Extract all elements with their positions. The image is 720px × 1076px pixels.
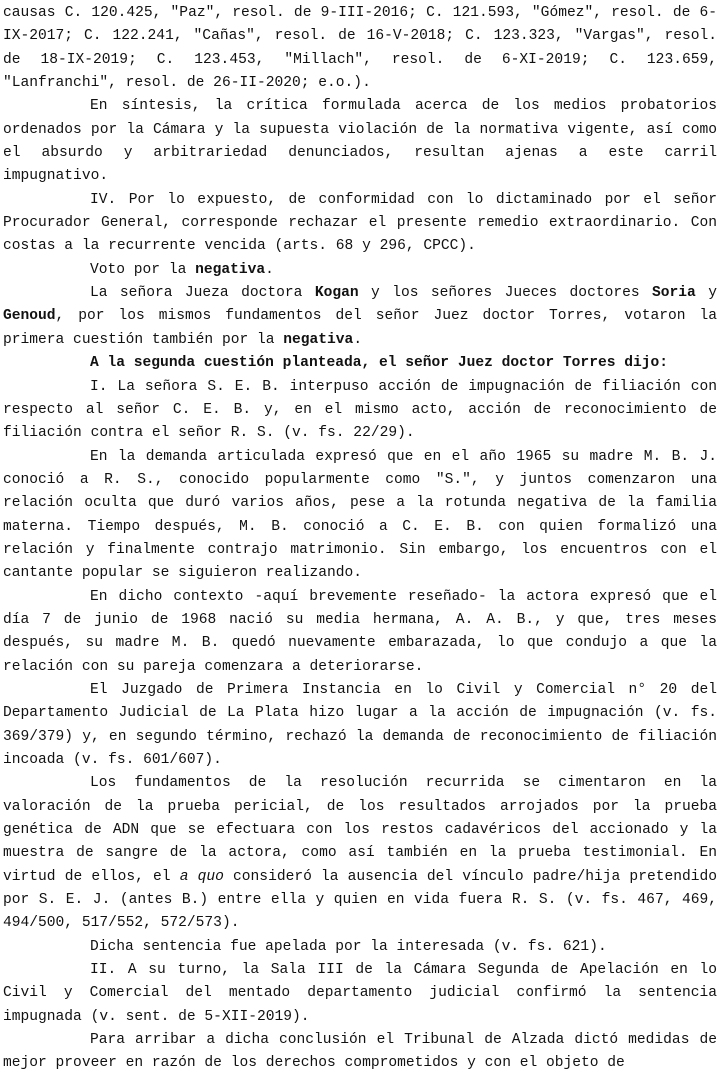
text-run: En dicho contexto -aquí brevemente reseñado- la actora expresó que el día 7 de junio de 1968 nació su media hermana, A. A. B., y que, tres meses después, su madre M. B. quedó nuevamente embarazada, lo que condujo a que la relación con su pareja comenzara a deteriorarse.: [3, 588, 717, 675]
text-run: IV. Por lo expuesto, de conformidad con lo dictaminado por el señor Procurador General, corresponde rechazar el presente remedio extraordinario. Con costas a la recurrente vencida (arts. 68 y 296, CPCC).: [3, 191, 717, 255]
bold-text: negativa: [283, 331, 354, 348]
text-run: y los señores Jueces doctores: [358, 285, 653, 302]
text-run: I. La señora S. E. B. interpuso acción de impugnación de filiación con respecto al señor C. E. B. y, en el mismo acto, acción de reconocimiento de filiación contra el señor R. S. (v. fs. 22/29).: [3, 378, 717, 442]
text-run: En síntesis, la crítica formulada acerca de los medios probatorios ordenados por la Cámara y la supuesta violación de la normativa vigente, así como el absurdo y arbitrariedad denunciados, resultan ajenas a este carril impugnativo.: [3, 98, 717, 185]
paragraph: [3, 936, 717, 959]
paragraph: [3, 679, 717, 772]
text-run: II. A su turno, la Sala III de la Cámara Segunda de Apelación en lo Civil y Comercial del mentado departamento judicial confirmó la sentencia impugnada (v. sent. de 5-XII-2019).: [3, 962, 717, 1025]
bold-text: Kogan: [314, 285, 359, 302]
paragraph: [3, 446, 717, 586]
text-run: En la demanda articulada expresó que en el año 1965 su madre M. B. J. conoció a R. S., conocido popularmente como "S.", y juntos comenzaron una relación oculta que duró varios años, pese a la rotunda negativa de la familia materna. Tiempo después, M. B. conoció a C. E. B. con quien formalizó una relación y finalmente contrajo matrimonio. Sin embargo, los encuentros con el cantante popular se siguieron realizando.: [3, 448, 717, 582]
bold-text: negativa: [195, 261, 266, 278]
document-body: [3, 2, 717, 1076]
paragraph: [3, 772, 717, 935]
paragraph: [3, 189, 717, 259]
text-run: La señora Jueza doctora: [90, 285, 315, 302]
paragraph: [3, 959, 717, 1029]
text-run: Para arribar a dicha conclusión el Tribunal de Alzada dictó medidas de mejor proveer en razón de los derechos comprometidos y con el objeto de: [3, 1032, 717, 1072]
bold-text: Soria: [652, 285, 696, 302]
text-run: Dicha sentencia fue apelada por la interesada (v. fs. 621).: [90, 938, 607, 955]
paragraph: [3, 2, 717, 95]
text-run: causas C. 120.425, "Paz", resol. de 9-III-2016; C. 121.593, "Gómez", resol. de 6-IX-2017; C. 122.241, "Cañas", resol. de 16-V-2018; C. 123.323, "Vargas", resol. de 18-IX-2019; C. 123.453, "Millach", resol. de 6-XI-2019; C. 123.659, "Lanfranchi", resol. de 26-II-2020; e.o.).: [3, 5, 717, 92]
paragraph: [3, 95, 717, 188]
italic-text: a quo: [179, 868, 224, 885]
text-run: Los fundamentos de la resolución recurrida se cimentaron en la valoración de la prueba pericial, de los resultados arrojados por la prueba genética de ADN que se efectuara con los restos cadavéricos del accionado y la muestra de sangre de la actora, como así también en la prueba testimonial. En virtud de ellos, el: [3, 775, 717, 885]
bold-text: Genoud: [3, 308, 56, 325]
paragraph: [3, 376, 717, 446]
text-run: , por los mismos fundamentos del señor Juez doctor Torres, votaron la primera cuestión también por la: [3, 308, 717, 348]
paragraph: [3, 1029, 717, 1076]
bold-text: A la segunda cuestión planteada, el señor Juez doctor Torres dijo:: [90, 355, 669, 372]
text-run: .: [265, 261, 274, 278]
text-run: y: [695, 285, 717, 302]
paragraph: [3, 259, 717, 282]
text-run: .: [353, 331, 363, 348]
paragraph: [3, 352, 717, 375]
text-run: El Juzgado de Primera Instancia en lo Civil y Comercial n° 20 del Departamento Judicial de La Plata hizo lugar a la acción de impugnación (v. fs. 369/379) y, en segundo término, rechazó la demanda de reconocimiento de filiación incoada (v. fs. 601/607).: [3, 681, 717, 768]
paragraph: [3, 586, 717, 679]
text-run: Voto por la: [90, 261, 196, 278]
paragraph: [3, 282, 717, 352]
text-run: consideró la ausencia del vínculo padre/hija pretendido por S. E. J. (antes B.) entre ella y quien en vida fuera R. S. (v. fs. 467, 469, 494/500, 517/552, 572/573).: [3, 868, 718, 932]
